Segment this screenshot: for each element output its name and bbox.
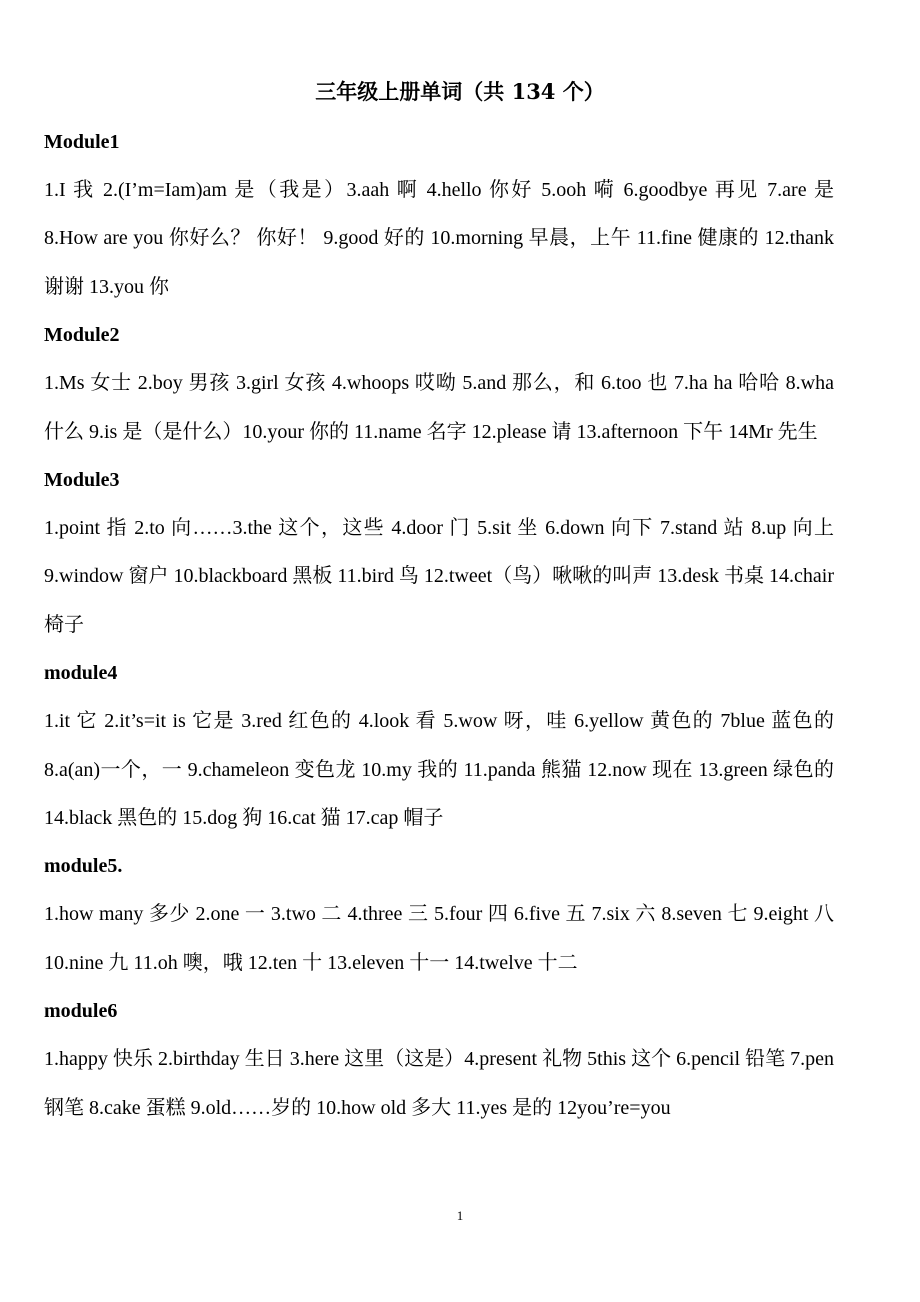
module-section-5 [44,842,834,987]
module-word-list: 1.happy 快乐 2.birthday 生日 3.here 这里（这是）4.present 礼物 5this 这个 6.pencil 铅笔 7.pen 钢笔 8.cake 蛋糕 9.old……岁的 10.how old 多大 11.yes 是的 12you’re=you [44,1048,834,1119]
module-word-list: 1.it 它 2.it’s=it is 它是 3.red 红色的 4.look 看 5.wow 呀，哇 6.yellow 黄色的 7blue 蓝色的 8.a(an)一个，一 9.chameleon 变色龙 10.my 我的 11.panda 熊猫 12.now 现在 13.green 绿色的 14.black 黑色的 15.dog 狗 16.cat 猫 17.cap 帽子 [44,710,834,830]
module-heading: module6 [44,1000,118,1023]
module-section-3 [44,456,834,649]
module-heading: Module2 [44,324,120,347]
module-heading: module4 [44,662,118,685]
module-section-6 [44,987,834,1132]
module-word-list: 1.I 我 2.(I’m=Iam)am 是（我是）3.aah 啊 4.hello 你好 5.ooh 嗬 6.goodbye 再见 7.are 是 8.How are you 你好么？ 你好！ 9.good 好的 10.morning 早晨，上午 11.fine 健康的 12.thank 谢谢 13.you 你 [44,179,834,298]
module-section-2 [44,311,834,456]
page-number: 1 [456,1208,464,1223]
module-section-4 [44,649,834,842]
page-title: 三年级上册单词（共 134 个） [315,79,605,104]
module-heading: module5. [44,855,123,878]
vocabulary-content [44,118,834,1132]
module-heading: Module1 [44,131,120,153]
module-word-list: 1.Ms 女士 2.boy 男孩 3.girl 女孩 4.whoops 哎呦 5.and 那么，和 6.too 也 7.ha ha 哈哈 8.wha 什么 9.is 是（是什么）10.your 你的 11.name 名字 12.please 请 13.afternoon 下午 14Mr 先生 [44,372,834,443]
module-word-list: 1.how many 多少 2.one 一 3.two 二 4.three 三 5.four 四 6.five 五 7.six 六 8.seven 七 9.eight 八 10.nine 九 11.oh 噢，哦 12.ten 十 13.eleven 十一 14.twelve 十二 [44,903,834,974]
module-section-1 [44,118,834,311]
module-heading: Module3 [44,469,120,492]
module-word-list: 1.point 指 2.to 向……3.the 这个，这些 4.door 门 5.sit 坐 6.down 向下 7.stand 站 8.up 向上 9.window 窗户 10.blackboard 黑板 11.bird 鸟 12.tweet（鸟）啾啾的叫声 13.desk 书桌 14.chair 椅子 [44,517,834,636]
